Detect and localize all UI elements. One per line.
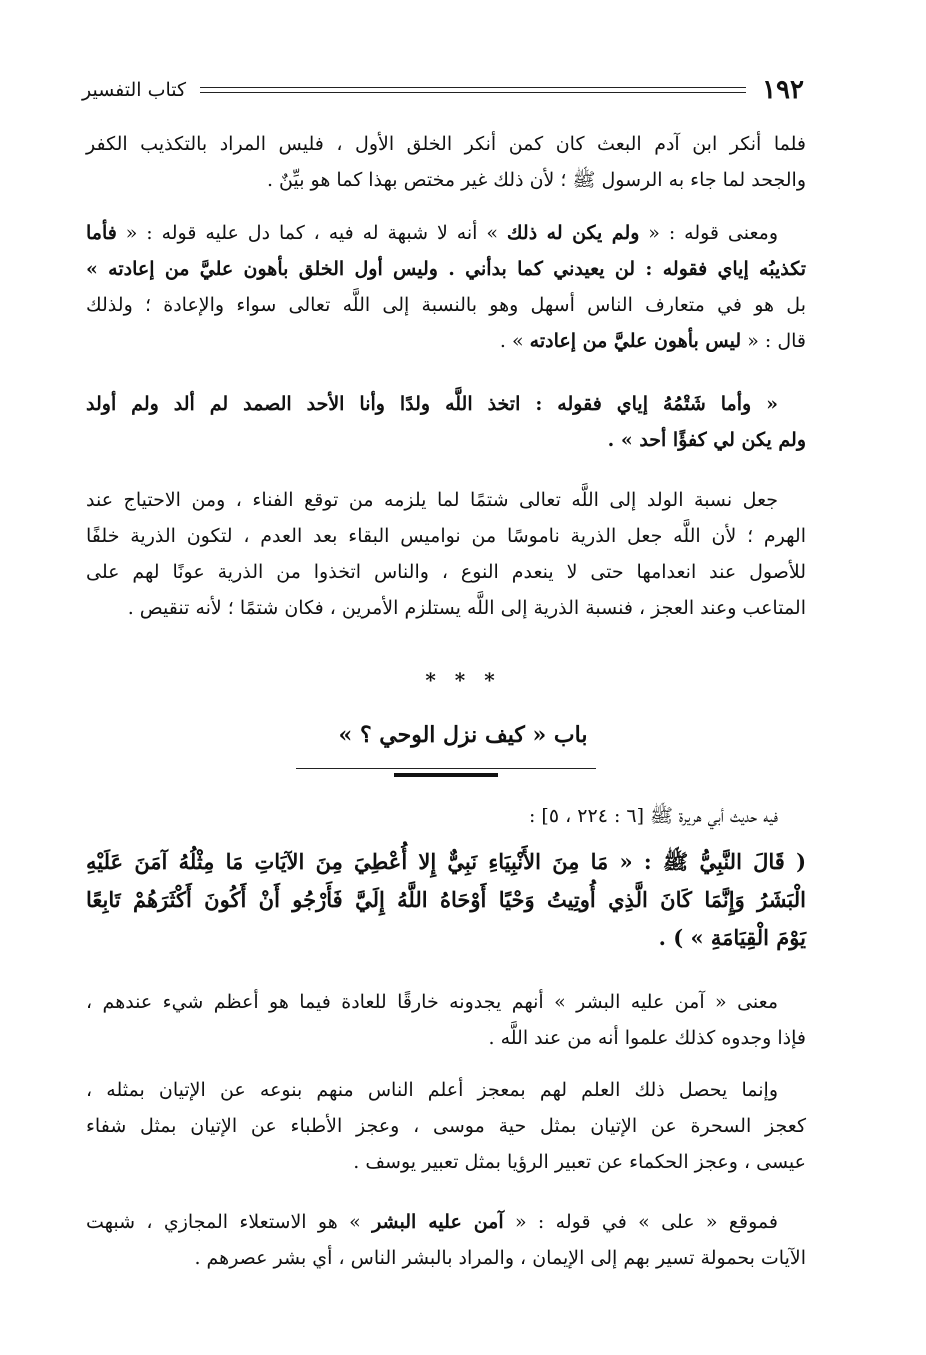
text-line: معنى « آمن عليه البشر » أنهم يجدونه خارقًا للعادة فيما هو أعظم شيء عندهم ، [86, 991, 778, 1013]
section-separator: * * * [425, 668, 501, 692]
quoted-line: « وأما شَتْمُهُ إياي فقوله : اتخذ اللَّه ولدًا وأنا الأحد الصمد لم ألد ولم أولد [86, 393, 778, 415]
paragraph-meaning [86, 215, 806, 359]
paragraph-miracle [86, 1072, 806, 1180]
quoted-phrase: ليس بأهون عليَّ من إعادته [529, 330, 742, 352]
paragraph-ala [86, 1204, 806, 1276]
title-underline [296, 768, 596, 769]
chapter-title: باب « كيف نزل الوحي ؟ » [338, 722, 588, 748]
text-run: فموقع « على » في قوله : « [503, 1211, 778, 1233]
text-line [86, 1204, 806, 1240]
quoted-phrase: فأما [86, 222, 117, 244]
book-title: كتاب التفسير [82, 79, 187, 101]
text-line: الهرم ؛ لأن اللَّه جعل الذرية ناموسًا من نواميس البقاء بعد العدم ، لتكون الذرية خلفًا [86, 525, 806, 547]
hadith-line: يَوْمَ الْقِيَامَةِ » ) . [658, 925, 806, 950]
paragraph-resurrection [86, 126, 806, 198]
text-run: قال : « [741, 330, 806, 352]
paragraph-offspring [86, 482, 806, 626]
quoted-phrase: آمن عليه البشر [372, 1211, 504, 1233]
text-run: » أنه لا شبهة له فيه ، كما دل عليه قوله : « [116, 222, 507, 244]
text-line: الآيات بحمولة تسير بهم إلى الإيمان ، والمراد بالبشر الناس ، أي بشر عصرهم . [194, 1247, 806, 1269]
quoted-line: تكذيبُه إياي فقوله : لن يعيدني كما بدأني . وليس أول الخلق بأهون عليَّ من إعادته » [86, 258, 806, 280]
hadith-text [86, 843, 806, 957]
text-line: فيه حديث أبي هريرة ﷺ [٦ : ٢٢٤ ، ٥] : [528, 805, 778, 827]
text-line: بل هو في متعارف الناس أسهل وهو بالنسبة إلى اللَّه تعالى سواء والإعادة ؛ ولذلك [86, 294, 806, 316]
text-run: ومعنى قوله : « [639, 222, 778, 244]
text-line: للأصول عند انعدامها حتى لا ينعدم النوع ، والناس اتخذوا من الذرية عونًا لهم على [86, 561, 806, 583]
quoted-phrase: ولم يكن له ذلك [506, 222, 640, 244]
text-line: عيسى ، وعجز الحكماء عن تعبير الرؤيا بمثل تعبير يوسف . [353, 1151, 806, 1173]
header-rule [200, 87, 746, 93]
text-line [86, 215, 806, 251]
paragraph-insult [86, 386, 806, 458]
text-line: فإذا وجدوه كذلك علموا أنه من عند اللَّه . [488, 1027, 806, 1049]
title-underline-bold [394, 773, 498, 777]
running-header [82, 70, 804, 110]
hadith-line: الْبَشَرُ وَإِنَّمَا كَانَ الَّذِي أُوتِيتُ وَحْيًا أَوْحَاهُ اللَّهُ إِلَيَّ فَأَرْجُو أَنْ أَكُونَ أَكْثَرَهُمْ تَابِعًا [86, 887, 806, 912]
text-line [86, 323, 806, 359]
page-number: ١٩٢ [762, 75, 804, 105]
hadith-intro [86, 798, 806, 834]
text-line: جعل نسبة الولد إلى اللَّه تعالى شتمًا لما يلزمه من توقع الفناء ، ومن الاحتياج عند [86, 489, 778, 511]
text-line: كعجز السحرة عن الإتيان بمثل حية موسى ، وعجز الأطباء عن الإتيان بمثل شفاء [86, 1115, 806, 1137]
quoted-line: ولم يكن لي كفؤًا أحد » . [607, 429, 806, 451]
text-line: وإنما يحصل ذلك العلم لهم بمعجز أعلم الناس منهم بنوعه عن الإتيان بمثله ، [86, 1079, 778, 1101]
text-run: » هو الاستعلاء المجازي ، شبهت [86, 1211, 373, 1233]
paragraph-meaning-believe [86, 984, 806, 1056]
text-line: فلما أنكر ابن آدم البعث كان كمن أنكر الخلق الأول ، فليس المراد بالتكذيب الكفر [86, 133, 806, 155]
text-line: والجحد لما جاء به الرسول ﷺ ؛ لأن ذلك غير مختص بهذا كما هو بيِّنٌ . [266, 169, 806, 191]
text-line: المتاعب وعند العجز ، فنسبة الذرية إلى اللَّه يستلزم الأمرين ، فكان شتمًا ؛ لأنه تنقيص . [127, 597, 806, 619]
hadith-line: ( قَالَ النَّبِيُّ ﷺ : « مَا مِنَ الأَنْبِيَاءِ نَبِيٌّ إِلا أُعْطِيَ مِنَ الآيَاتِ مَا مِثْلُهُ آمَنَ عَلَيْهِ [86, 849, 806, 874]
text-run: » . [499, 330, 530, 352]
